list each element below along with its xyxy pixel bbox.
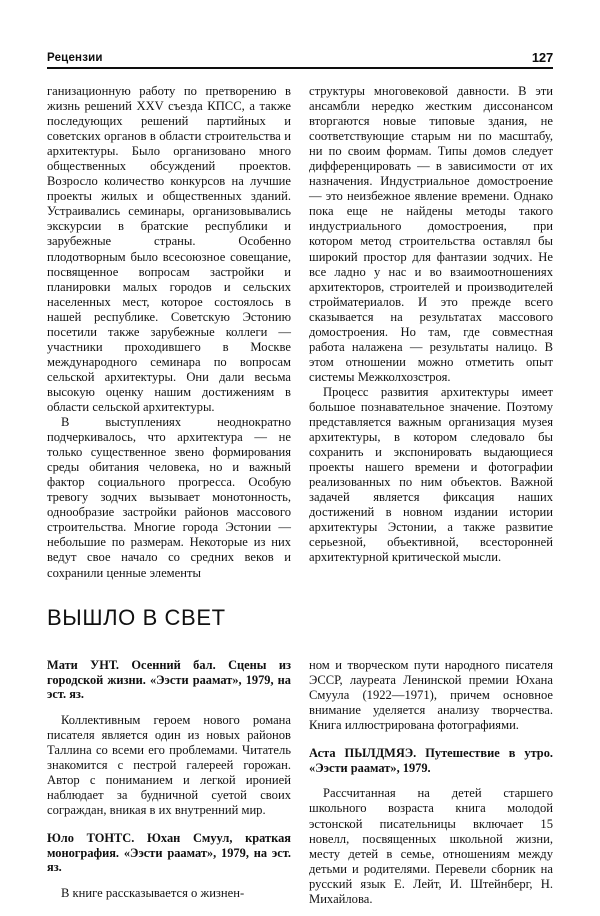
article-columns (47, 84, 553, 581)
book-entry (309, 658, 553, 733)
book-description-continued: ном и творческом пути народного писателя ЭССР, лауреата Ленинской премии Юхана Смуула (1922—1971), причем основное внимание уделяется анализу творчества. Книга иллюстрирована фотографиями. (309, 658, 553, 733)
book-description: Рассчитанная на детей старшего школьного возраста книга молодой эстонской писательницы включает 15 новелл, посвященных школьной жизни, месту детей в семье, отношениям между детьми и родителями. Перевели сборник на русский язык Е. Лейт, И. Штейнберг, Н. Михайлова. (309, 786, 553, 906)
header-rule (47, 67, 553, 69)
article-left-column (47, 84, 291, 581)
article-paragraph: структуры многовековой давности. В эти ансамбли нередко жестким диссонансом вторгаются новые типовые здания, не соответствующие старым ни по масштабу, ни по своим формам. Типы домов следует дифференцировать — в зависимости от их назначения. Индустриальное домостроение — это неизбежное явление времени. Однако пока еще не найдены методы такого индустриального домостроения, при котором метод строительства оставлял бы широкий простор для фантазии зодчих. Не все ладно у нас и во взаимоотношениях архитекторов, строителей и производителей стройматериалов. И это прежде всего сказывается на результатах массового домостроения. Но там, где совместная работа налажена — результаты налицо. В этом отношении можно отметить опыт системы Межколхозстроя. (309, 84, 553, 384)
running-head (47, 47, 553, 69)
book-entry (309, 746, 553, 907)
running-head-row (47, 47, 553, 64)
book-listing-columns (47, 658, 553, 907)
book-listing-right-column (309, 658, 553, 907)
book-entry (47, 831, 291, 901)
book-title: Аста ПЫЛДМЯЭ. Путешествие в утро. «Ээсти раамат», 1979. (309, 746, 553, 775)
page-number: 127 (531, 50, 553, 65)
article-paragraph: ганизационную работу по претворению в жизнь решений XXV съезда КПСС, а также последующих решений партийных и советских органов в области строительства и архитектуры. Было организовано много общественных обсуждений проектов. Возросло количество конкурсов на лучшие проекты жилых и общественных зданий. Устраивались семинары, организовывались экскурсии в братские республики и зарубежные страны. Особенно плодотворным было всесоюзное совещание, посвященное вопросам застройки и планировки малых городов и сельских населенных мест, которое состоялось в нашей республике. Советскую Эстонию посетили также зарубежные коллеги — участники проходившего в Москве международного семинара по вопросам сельской архитектуры. Они дали весьма высокую оценку нашим достижениям в области сельской архитектуры. (47, 84, 291, 414)
book-description: Коллективным героем нового романа писателя является один из новых районов Таллина со всеми его проблемами. Читатель знакомится с пестрой галереей горожан. Автор с пониманием и легкой иронией наблюдает за будничной суетой своих сограждан, вникая в их внутренний мир. (47, 712, 291, 818)
book-entry (47, 658, 291, 818)
section-heading: ВЫШЛО В СВЕТ (47, 605, 226, 630)
book-title: Мати УНТ. Осенний бал. Сцены из городской жизни. «Ээсти раамат», 1979, на эст. яз. (47, 658, 291, 702)
book-title: Юло ТОНТС. Юхан Смуул, краткая монография. «Ээсти раамат», 1979, на эст. яз. (47, 831, 291, 875)
article-paragraph: В выступлениях неоднократно подчеркивалось, что архитектура — не только существенное звено формирования среды обитания человека, но и важный фактор социального прогресса. Особую тревогу зодчих вызывает монотонность, однообразие застройки районов массового строительства. Многие города Эстонии — небольшие по размерам. Некоторые из них ведут свое начало со средних веков и сохранили ценные элементы (47, 415, 291, 580)
running-head-title: Рецензии (47, 51, 103, 64)
article-paragraph: Процесс развития архитектуры имеет большое познавательное значение. Поэтому представляется важным организация музея архитектуры, в котором следовало бы сохранить и экспонировать выдающиеся проекты нашего времени и фотографии реализованных по ним объектов. Важной задачей является фиксация наших достижений в новном издании истории архитектуры Эстонии, а также развитие серьезной, объективной, всесторонней архитектурной критической мысли. (309, 384, 553, 565)
article-right-column (309, 84, 553, 581)
book-listing-left-column (47, 658, 291, 907)
book-description: В книге рассказывается о жизнен- (61, 885, 245, 900)
